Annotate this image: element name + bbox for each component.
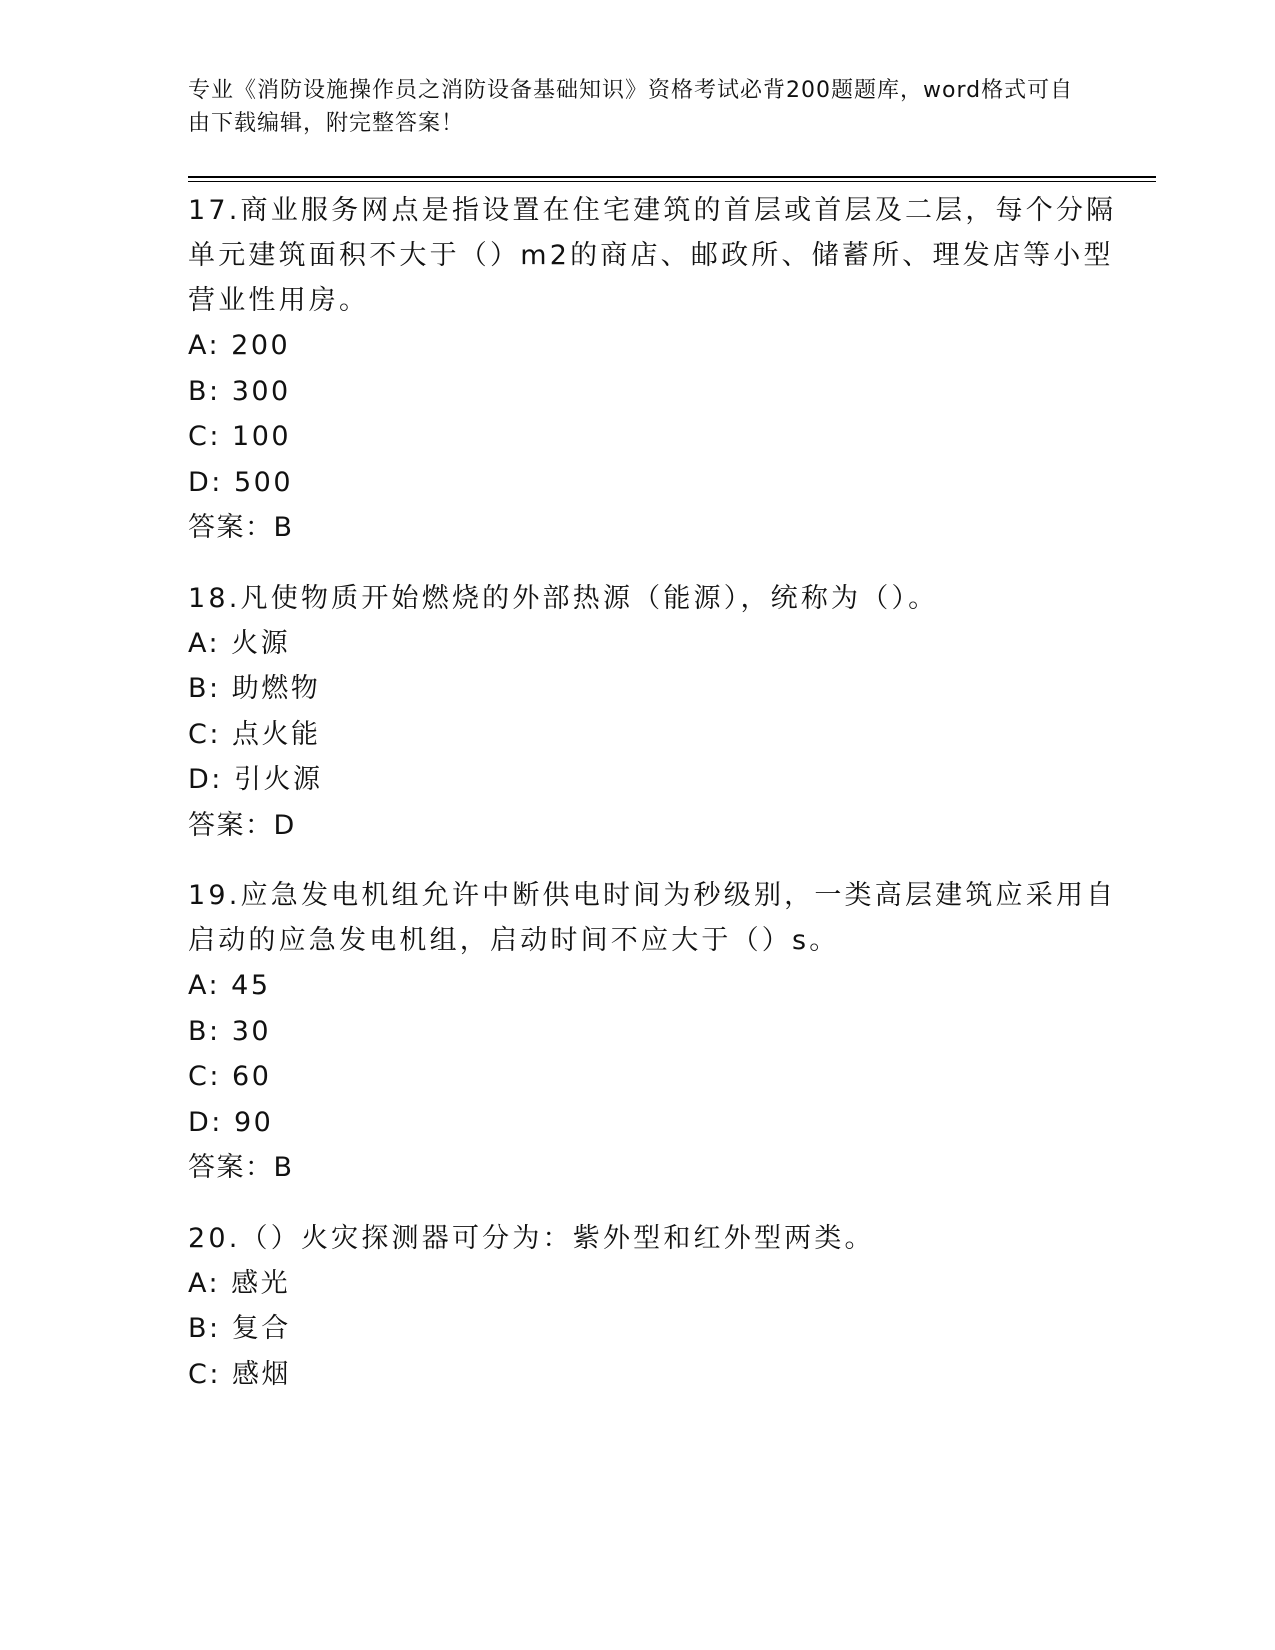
question-stem: 18.凡使物质开始燃烧的外部热源（能源），统称为（）。 (188, 582, 939, 614)
option-b: B: 300 (188, 375, 291, 407)
question-list (188, 188, 1118, 1422)
option-c: C: 60 (188, 1061, 272, 1092)
option-c: C: 点火能 (188, 718, 321, 750)
option-a: A: 感光 (188, 1267, 291, 1299)
option-d: D: 引火源 (188, 764, 323, 795)
question-stem: 20.（）火灾探测器可分为：紫外型和红外型两类。 (188, 1222, 875, 1254)
question-18 (188, 576, 1118, 849)
answer-line: 答案：B (188, 1152, 294, 1183)
option-c: C: 100 (188, 421, 292, 452)
option-a: A: 火源 (188, 627, 291, 659)
question-20 (188, 1216, 1118, 1398)
answer-line: 答案：B (188, 512, 294, 543)
question-stem: 19.应急发电机组允许中断供电时间为秒级别，一类高层建筑应采用自启动的应急发电机组，启动时间不应大于（）s。 (188, 880, 1117, 956)
question-stem: 17.商业服务网点是指设置在住宅建筑的首层或首层及二层，每个分隔单元建筑面积不大于（）m2的商店、邮政所、储蓄所、理发店等小型营业性用房。 (188, 195, 1117, 316)
answer-line: 答案：D (188, 809, 296, 841)
option-d: D: 90 (188, 1106, 274, 1138)
question-19 (188, 873, 1118, 1191)
question-17 (188, 188, 1118, 551)
option-b: B: 复合 (188, 1313, 291, 1344)
option-c: C: 感烟 (188, 1358, 292, 1390)
option-a: A: 200 (188, 330, 291, 361)
header-rule-thick (188, 176, 1156, 178)
header-rule-thin (188, 181, 1156, 182)
document-header: 专业《消防设施操作员之消防设备基础知识》资格考试必背200题题库，word格式可自由下载编辑，附完整答案！ (188, 78, 1074, 136)
option-a: A: 45 (188, 970, 271, 1001)
option-d: D: 500 (188, 466, 294, 498)
option-b: B: 30 (188, 1015, 272, 1047)
option-b: B: 助燃物 (188, 673, 321, 704)
